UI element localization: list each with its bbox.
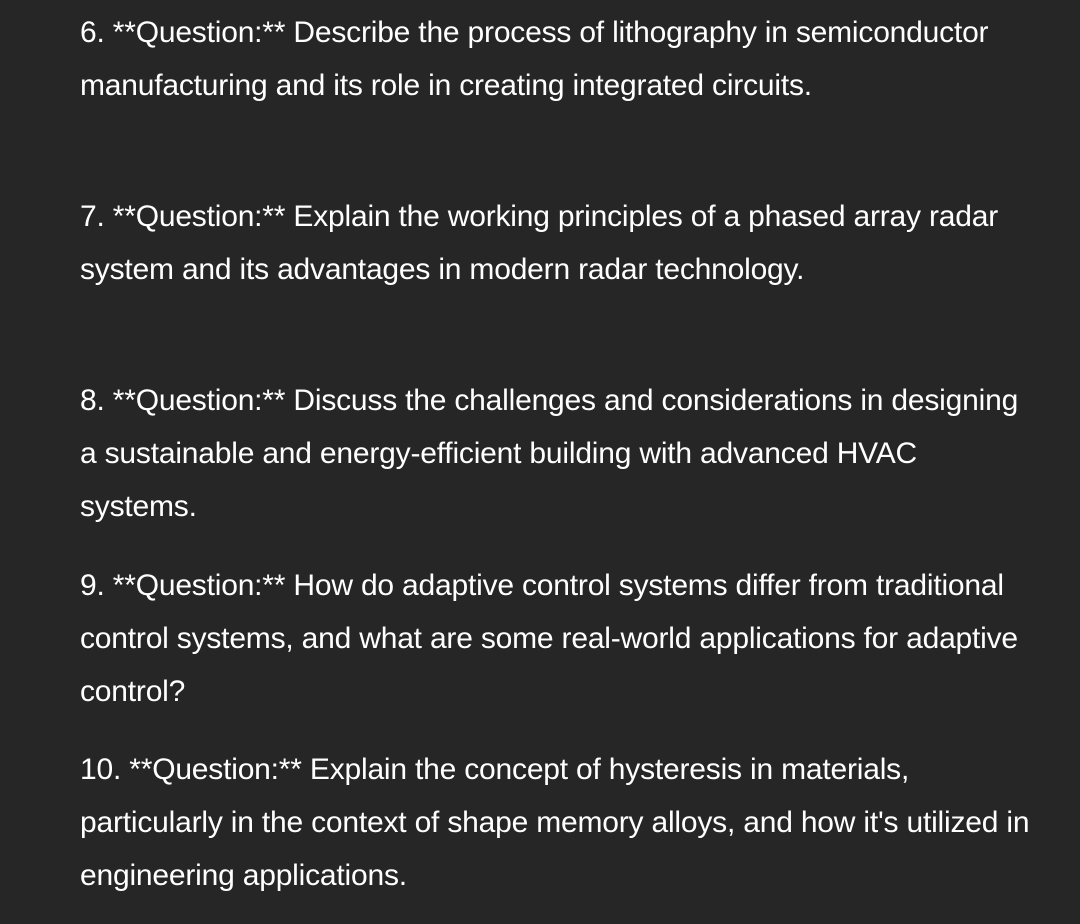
question-6: 6. **Question:** Describe the process of lithography in semiconductor manufacturing and its role in creating integrated circuits. xyxy=(80,16,989,102)
question-7: 7. **Question:** Explain the working principles of a phased array radar system and its advantages in modern radar technology. xyxy=(80,200,998,286)
question-8: 8. **Question:** Discuss the challenges and considerations in designing a sustainable and energy-efficient building with advanced HVAC systems. xyxy=(80,384,1019,523)
question-9: 9. **Question:** How do adaptive control systems differ from traditional control systems, and what are some real-world applications for adaptive control? xyxy=(80,569,1018,708)
question-10: 10. **Question:** Explain the concept of hysteresis in materials, particularly in the context of shape memory alloys, and how it's utilized in engineering applications. xyxy=(80,753,1030,892)
